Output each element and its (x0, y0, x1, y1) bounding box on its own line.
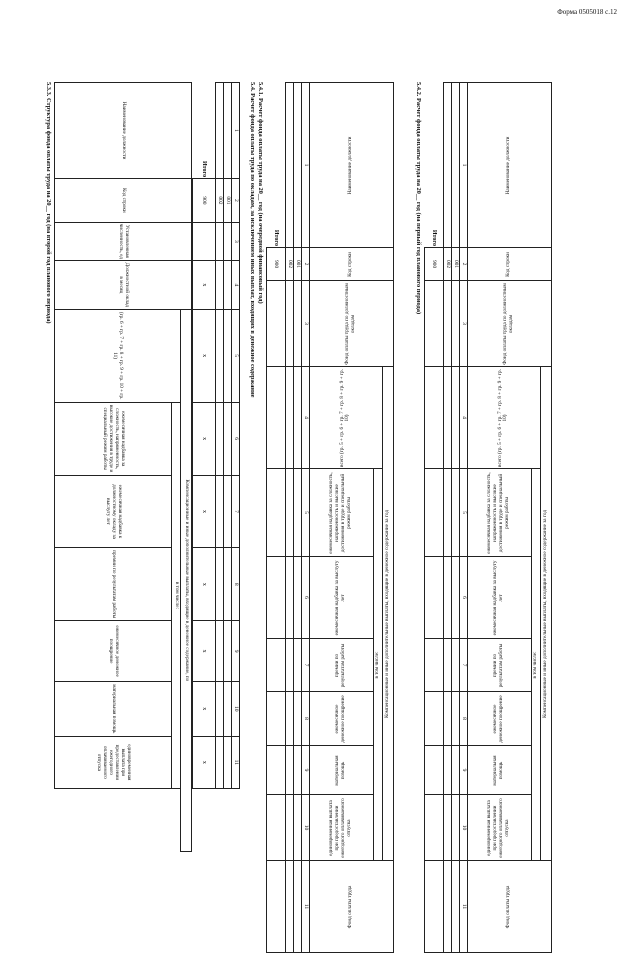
col-6: ежемесячная надбавка за выслугу лет (310, 557, 374, 639)
header-number-row: 1 2 3 4 5 6 7 8 9 10 11 (460, 83, 468, 953)
header-number-row: 1 2 3 4 5 6 7 8 9 10 11 (232, 83, 240, 852)
section-542-title: 5.4.2. Расчет фонда оплаты труда на 20__ год (на первый год планового периода) (415, 82, 422, 315)
col-8: премии по результатам работы (55, 548, 172, 621)
col-group: Компенсационные и иные дополнительные выплаты, входящие в денежное содержание за год (541, 367, 552, 861)
col-10: материальная помощь (55, 681, 172, 736)
section-533-title: 5.3.3. Структура фонда оплаты труда на 20__ год (на второй год планового периода) (45, 82, 52, 324)
col-9: материальная помощь (468, 746, 532, 795)
col-incl: в том числе: (374, 469, 383, 861)
col-7: премии по результатам работы (310, 639, 374, 692)
col-8: ежемесячное денежное поощрение (468, 692, 532, 746)
col-incl: в том числе: (532, 469, 541, 861)
table-row: 002 (286, 83, 294, 953)
col-9: ежемесячное денежное поощрение (55, 621, 172, 682)
col-code: Код строки (55, 179, 192, 223)
table-533-bodyrows (192, 82, 240, 852)
col-fund: Фонд оплаты труда (310, 861, 394, 953)
table-row-total: Итого 900 (267, 83, 286, 953)
col-11: единовременная выплата при предоставлении ежегодного оплачиваемого отпуска (55, 736, 172, 789)
col-name: Наименование должности (468, 83, 552, 248)
col-6: ежемесячная надбавка за сложность, напряженность, высокие достижения в труде и специальный режим работы (55, 402, 172, 475)
col-name: Наименование должности (55, 83, 192, 179)
col-10: единовременная выплата при предоставлении ежегодного оплачиваемого отпуска (468, 795, 532, 861)
table-row: 001 (294, 83, 302, 953)
col-code: Код строки (310, 248, 394, 281)
table-row: 002 (444, 83, 452, 953)
col-7: премии по результатам работы (468, 639, 532, 692)
table-541 (266, 82, 394, 953)
col-total: всего (гр. 5 + гр. 6 + гр. 7 + гр. 8 + гр. 9 + гр. 10) (468, 367, 541, 469)
col-5: ежемесячная надбавка за сложность, напряженность и высокие достижения в труде и специальный режим работы (468, 469, 532, 557)
col-10: единовременная выплата при предоставлении ежегодного оплачиваемого отпуска (310, 795, 374, 861)
section-541-title: 5.4.1. Расчет фонда оплаты труда на 20__ год (на очередной финансовый год) (257, 82, 264, 304)
section-54-title: 5.4. Расчет фонда оплаты труда по окладам, за исключением иных выплат, входящих в денежное содержание (249, 82, 256, 398)
col-9: материальная помощь (310, 746, 374, 795)
col-6: ежемесячная надбавка за выслугу лет (468, 557, 532, 639)
col-staff: Установленная численность, ед (55, 222, 192, 260)
col-8: ежемесячное денежное поощрение (310, 692, 374, 746)
col-group-total: (гр. 6 + гр. 7 + гр. 8 + гр. 9 + гр. 10 + гр. 11) (55, 309, 181, 402)
table-row: 002 (216, 83, 224, 852)
col-5: ежемесячная надбавка за сложность, напряженность и высокие достижения в труде и специальный режим работы (310, 469, 374, 557)
table-row-total: Итого 900 (425, 83, 444, 953)
table-row: 001 (224, 83, 232, 852)
col-salary: Должностной оклад в месяц (55, 261, 192, 310)
col-name: Наименование должности (310, 83, 394, 248)
col-7: ежемесячная надбавка к должностному окладу за выслугу лет (55, 475, 172, 548)
col-group: Компенсационные и иные дополнительные выплаты, входящие в денежное содержание за год (383, 367, 394, 861)
col-fot: Фонд оплаты труда по должностным окладам (310, 281, 394, 367)
col-fot: Фонд оплаты труда по должностным окладам (468, 281, 552, 367)
header-number-row: 1 2 3 4 5 6 7 8 9 10 11 (302, 83, 310, 953)
table-row: 001 (452, 83, 460, 953)
col-incl: в том числе: (172, 402, 181, 788)
col-group: Компенсационные и иные дополнительные выплаты, входящие в денежное содержание, по (181, 309, 192, 851)
form-code: Форма 0505018 с.12 (557, 8, 617, 16)
col-fund: Фонд оплаты труда (468, 861, 552, 953)
col-total: всего (гр. 5 + гр. 6 + гр. 7 + гр. 8 + гр. 9 + гр. 10) (310, 367, 383, 469)
table-row-total: Итого 900 x x x x x x x x (193, 83, 216, 852)
col-code: Код строки (468, 248, 552, 281)
table-533 (54, 82, 192, 852)
table-542 (424, 82, 552, 953)
